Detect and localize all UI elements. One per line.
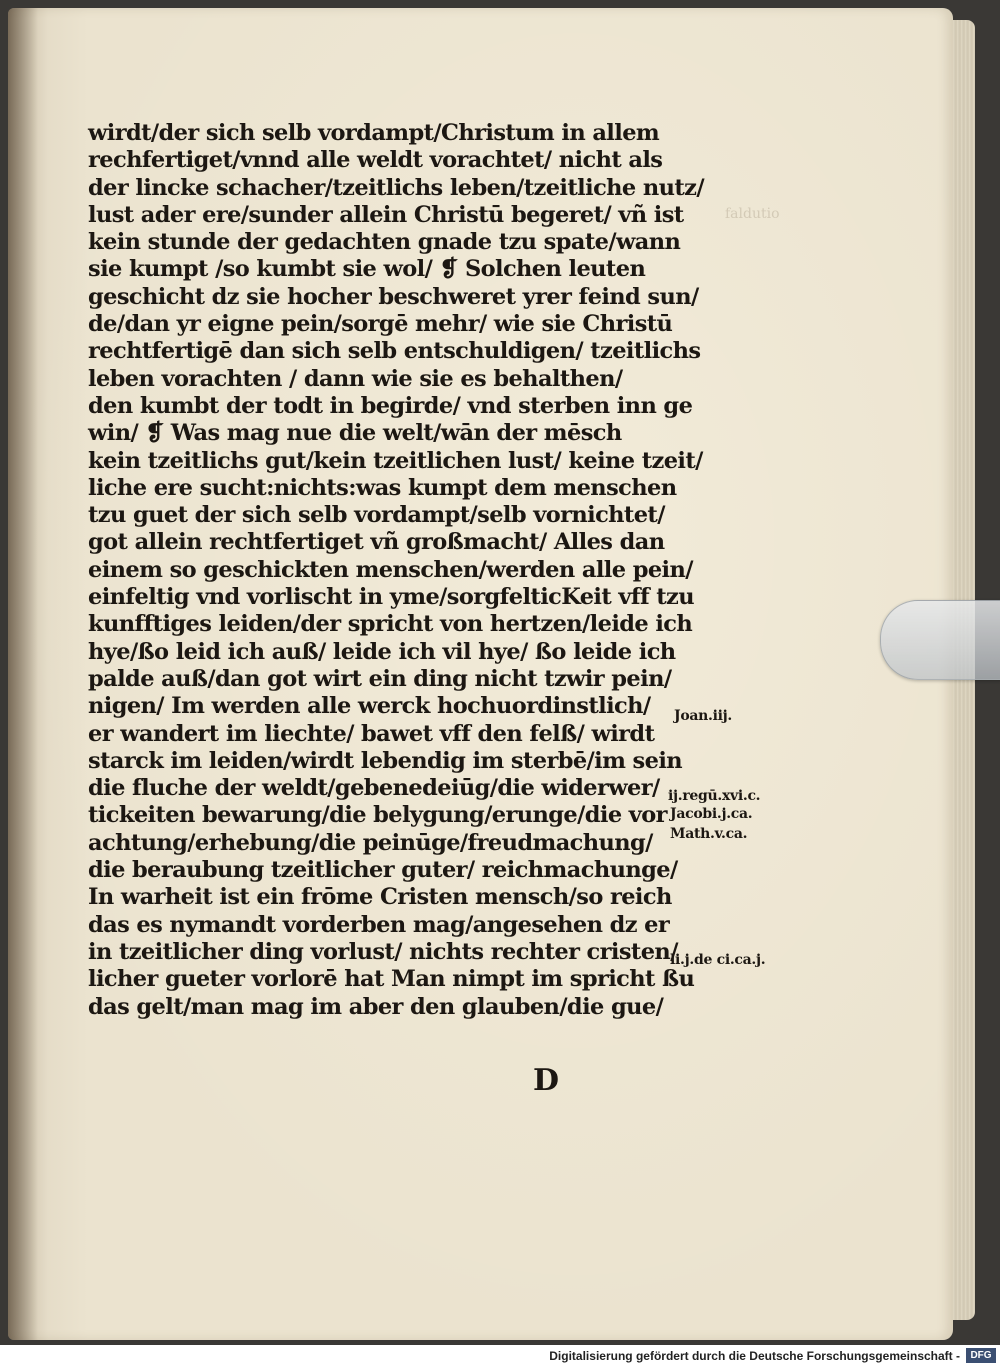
text-line: de/dan yr eigne pein/sorgē mehr/ wie sie Christū	[88, 311, 673, 338]
text-line: starck im leiden/wirdt lebendig im sterbē/im sein	[88, 747, 683, 774]
text-line: liche ere sucht:nichts:was kumpt dem menschen	[88, 474, 677, 501]
text-line: die fluche der weldt/gebenedeiūg/die widerwer/	[88, 775, 660, 802]
dfg-logo: DFG	[966, 1348, 996, 1363]
text-line: sie kumpt /so kumbt sie wol/ ❡ Solchen leuten	[88, 256, 646, 283]
text-line: die beraubung tzeitlicher guter/ reichmachunge/	[88, 857, 678, 884]
text-line: tickeiten bewarung/die belygung/erunge/die vor	[88, 802, 667, 829]
text-line: kein tzeitlichs gut/kein tzeitlichen lust/ keine tzeit/	[88, 447, 703, 474]
footer-credit: Digitalisierung gefördert durch die Deutsche Forschungsgemeinschaft -	[549, 1349, 960, 1363]
marginal-note: ij.regū.xvi.c.	[668, 788, 761, 804]
text-line: das gelt/man mag im aber den glauben/die gue/	[88, 993, 664, 1020]
gutter-shadow	[8, 8, 38, 1340]
text-line: er wandert im liechte/ bawet vff den felß/ wirdt	[88, 720, 655, 747]
text-line: geschicht dz sie hocher beschweret yrer feind sun/	[88, 283, 699, 310]
text-line: rechtfertigē dan sich selb entschuldigen/ tzeitlichs	[88, 338, 701, 365]
text-line: der lincke schacher/tzeitlichs leben/tzeitliche nutz/	[88, 174, 704, 201]
text-line: licher gueter vorlorē hat Man nimpt im spricht ßu	[88, 966, 695, 993]
footer-bar	[0, 1345, 1000, 1367]
bleed-through-text: faldutio	[725, 206, 780, 222]
text-line: in tzeitlicher ding vorlust/ nichts rechter cristen/	[88, 938, 678, 965]
text-line: kein stunde der gedachten gnade tzu spate/wann	[88, 229, 681, 256]
marginal-note: Joan.iij.	[674, 708, 732, 724]
text-line: In warheit ist ein frōme Cristen mensch/so reich	[88, 884, 672, 911]
text-line: win/ ❡ Was mag nue die welt/wān der mēsch	[88, 420, 622, 447]
marginal-note: Jacobi.j.ca.	[670, 806, 753, 822]
marginal-note: Math.v.ca.	[670, 826, 748, 842]
text-line: das es nymandt vorderben mag/angesehen dz er	[88, 911, 670, 938]
text-line: kunfftiges leiden/der spricht von hertzen/leide ich	[88, 611, 693, 638]
text-line: got allein rechtfertiget vñ großmacht/ Alles dan	[88, 529, 665, 556]
catchword: D	[533, 1063, 560, 1098]
page-clip	[880, 600, 1000, 680]
marginal-note: li.j.de ci.ca.j.	[670, 952, 766, 968]
text-line: den kumbt der todt in begirde/ vnd sterben inn ge	[88, 392, 693, 419]
text-line: lust ader ere/sunder allein Christū begeret/ vñ ist	[88, 201, 684, 228]
text-line: hye/ßo leid ich auß/ leide ich vil hye/ ßo leide ich	[88, 638, 676, 665]
text-line: einfeltig vnd vorlischt in yme/sorgfelticKeit vff tzu	[88, 584, 694, 611]
text-line: nigen/ Im werden alle werck hochuordinstlich/	[88, 693, 651, 720]
text-line: wirdt/der sich selb vordampt/Christum in allem	[88, 120, 660, 146]
text-line: achtung/erhebung/die peinūge/freudmachung/	[88, 829, 653, 856]
text-line: palde auß/dan got wirt ein ding nicht tzwir pein/	[88, 665, 672, 692]
text-line: leben vorachten / dann wie sie es behalthen/	[88, 365, 623, 392]
text-line: tzu guet der sich selb vordampt/selb vornichtet/	[88, 502, 665, 529]
text-line: rechfertiget/vnnd alle weldt vorachtet/ nicht als	[88, 147, 663, 174]
text-line: einem so geschickten menschen/werden alle pein/	[88, 556, 693, 583]
